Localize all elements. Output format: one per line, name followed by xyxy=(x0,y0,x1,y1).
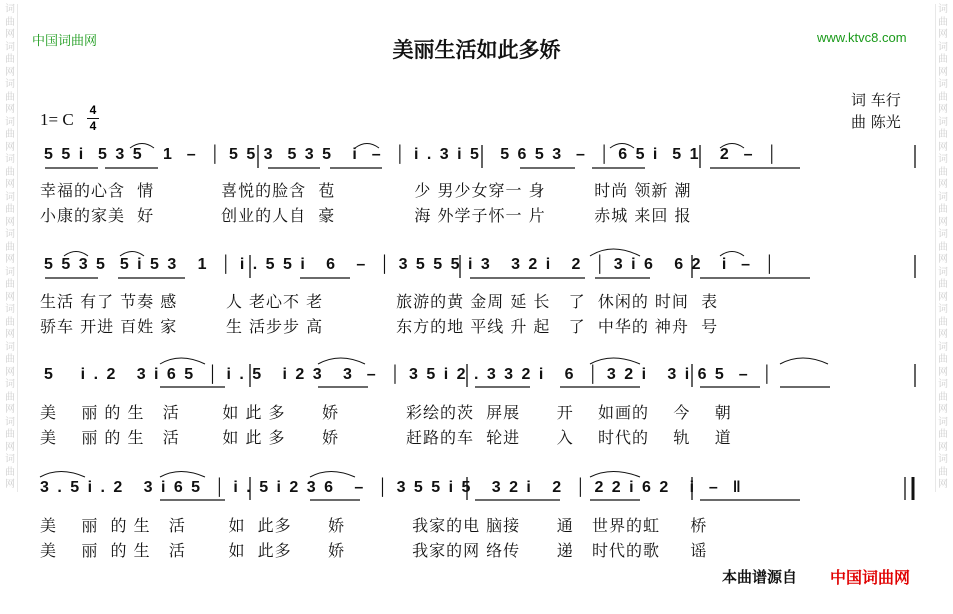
lyrics-row-3-verse-1: 美 丽 的 生 活 如 此 多 娇 彩绘的茨 屏展 开 如画的 今 朝 xyxy=(40,403,732,422)
meter-top: 4 xyxy=(89,103,97,117)
source-site-link[interactable]: 中国词曲网 xyxy=(830,568,911,587)
site-name-left: 中国词曲网 xyxy=(32,34,98,49)
notes-row-4: 3 . 5 i . 2 3 i 6 5 │ i . 5 i 2 3 6 – │ 3 5 5 i 5 3 2 i 2 │ 2 2 i 6 2 i – ‖ xyxy=(40,479,743,496)
lyrics-row-1-verse-1: 幸福的心含 情 喜悦的脸含 苞 少 男少女穿一 身 时尚 领新 潮 xyxy=(40,181,692,200)
song-title: 美丽生活如此多娇 xyxy=(392,38,561,62)
meter-bottom: 4 xyxy=(87,118,99,134)
lyrics-row-3-verse-2: 美 丽 的 生 活 如 此 多 娇 赶路的车 轮进 入 时代的 轨 道 xyxy=(40,428,732,447)
lyrics-row-4-verse-1: 美 丽 的 生 活 如 此多 娇 我家的电 脑接 通 世界的虹 桥 xyxy=(40,516,708,535)
lyricist-credit: 词 车行 xyxy=(851,91,901,109)
notes-row-1: 5 5 i 5 3 5 1 – │ 5 5 3 5 3 5 i – │ i . 3 i 5 5 6 5 3 – │ 6 5 i 5 1 2 – │ xyxy=(44,146,780,163)
side-watermark-right: 词曲网词曲网词曲网词曲网词曲网词曲网词曲网词曲网词曲网词曲网词曲网词曲网词曲网 xyxy=(935,4,950,492)
side-watermark-left: 词曲网词曲网词曲网词曲网词曲网词曲网词曲网词曲网词曲网词曲网词曲网词曲网词曲网 xyxy=(3,4,18,492)
source-label: 本曲谱源自 xyxy=(722,568,798,586)
lyrics-row-2-verse-1: 生活 有了 节奏 感 人 老心不 老 旅游的黄 金周 延 长 了 休闲的 时间 表 xyxy=(40,292,719,311)
notes-row-2: 5 5 3 5 5 i 5 3 1 │ i . 5 5 i 6 – │ 3 5 5 5 i 3 3 2 i 2 │ 3 i 6 6 2 i – │ xyxy=(44,256,777,273)
composer-credit: 曲 陈光 xyxy=(851,113,901,131)
lyrics-row-2-verse-2: 骄车 开进 百姓 家 生 活步步 高 东方的地 平线 升 起 了 中华的 神舟 号 xyxy=(40,317,719,336)
lyrics-row-1-verse-2: 小康的家美 好 创业的人自 豪 海 外学子怀一 片 赤城 来回 报 xyxy=(40,206,692,225)
site-url-right: www.ktvc8.com xyxy=(817,30,907,45)
key-signature: 1= C xyxy=(40,110,74,129)
lyrics-row-4-verse-2: 美 丽 的 生 活 如 此多 娇 我家的网 络传 递 时代的歌 谣 xyxy=(40,541,708,560)
notes-row-3: 5 i . 2 3 i 6 5 │ i . 5 i 2 3 3 – │ 3 5 i 2 . 3 3 2 i 6 │ 3 2 i 3 i 6 5 – │ xyxy=(44,366,775,383)
